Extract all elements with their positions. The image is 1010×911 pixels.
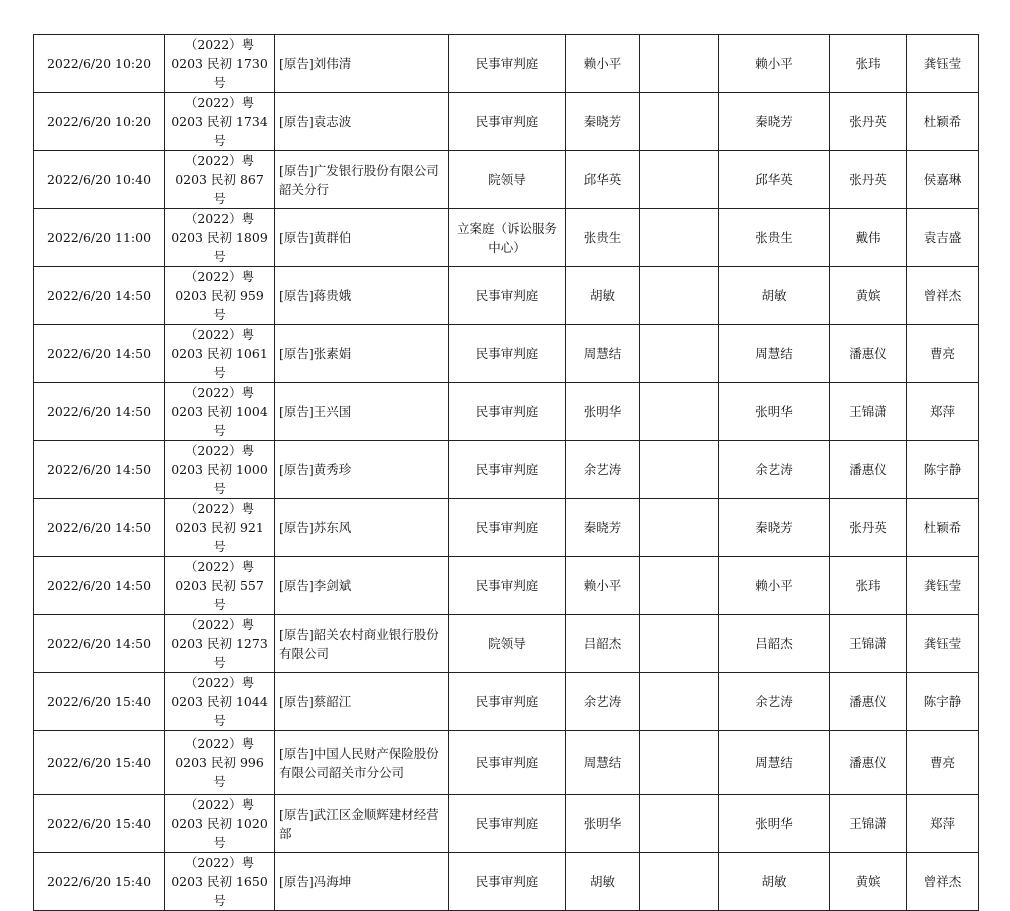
hearing-time-cell: 2022/6/20 15:40	[34, 795, 165, 853]
table-row	[34, 267, 979, 325]
blank-cell	[640, 93, 719, 151]
hearing-time-cell: 2022/6/20 15:40	[34, 673, 165, 731]
table-row	[34, 615, 979, 673]
blank-cell	[640, 325, 719, 383]
department-cell: 民事审判庭	[449, 853, 566, 911]
clerk-cell: 王锦潇	[830, 615, 907, 673]
presiding-judge-cell: 余艺涛	[719, 441, 830, 499]
case-number-cell: （2022）粤 0203 民初 959 号	[165, 267, 275, 325]
table-body	[34, 35, 979, 911]
blank-cell	[640, 795, 719, 853]
case-number-cell: （2022）粤 0203 民初 557 号	[165, 557, 275, 615]
blank-cell	[640, 557, 719, 615]
blank-cell	[640, 151, 719, 209]
presiding-judge-cell: 胡敏	[719, 267, 830, 325]
presiding-judge-cell: 张明华	[719, 383, 830, 441]
assistant-cell: 郑萍	[907, 383, 979, 441]
hearing-time-cell: 2022/6/20 14:50	[34, 325, 165, 383]
case-number-cell: （2022）粤 0203 民初 1734 号	[165, 93, 275, 151]
table-row	[34, 441, 979, 499]
case-number-cell: （2022）粤 0203 民初 921 号	[165, 499, 275, 557]
assistant-cell: 曹亮	[907, 325, 979, 383]
department-cell: 院领导	[449, 151, 566, 209]
hearing-time-cell: 2022/6/20 14:50	[34, 557, 165, 615]
assistant-cell: 杜颖希	[907, 499, 979, 557]
presiding-judge-cell: 秦晓芳	[719, 93, 830, 151]
presiding-judge-cell: 余艺涛	[719, 673, 830, 731]
clerk-cell: 王锦潇	[830, 383, 907, 441]
hearing-time-cell: 2022/6/20 11:00	[34, 209, 165, 267]
presiding-judge-cell: 张明华	[719, 795, 830, 853]
blank-cell	[640, 731, 719, 795]
party-cell: [原告]蔡韶江	[275, 673, 449, 731]
department-cell: 民事审判庭	[449, 383, 566, 441]
judge-cell: 赖小平	[566, 35, 640, 93]
case-number-cell: （2022）粤 0203 民初 867 号	[165, 151, 275, 209]
clerk-cell: 张玮	[830, 557, 907, 615]
party-cell: [原告]冯海坤	[275, 853, 449, 911]
hearing-schedule-table	[33, 34, 979, 911]
presiding-judge-cell: 赖小平	[719, 557, 830, 615]
clerk-cell: 张丹英	[830, 93, 907, 151]
assistant-cell: 陈宇静	[907, 673, 979, 731]
department-cell: 民事审判庭	[449, 731, 566, 795]
clerk-cell: 张丹英	[830, 499, 907, 557]
party-cell: [原告]武江区金顺辉建材经营部	[275, 795, 449, 853]
party-cell: [原告]刘伟清	[275, 35, 449, 93]
hearing-time-cell: 2022/6/20 15:40	[34, 853, 165, 911]
table-row	[34, 209, 979, 267]
table-row	[34, 151, 979, 209]
blank-cell	[640, 383, 719, 441]
assistant-cell: 杜颖希	[907, 93, 979, 151]
judge-cell: 秦晓芳	[566, 499, 640, 557]
judge-cell: 余艺涛	[566, 673, 640, 731]
clerk-cell: 王锦潇	[830, 795, 907, 853]
department-cell: 民事审判庭	[449, 441, 566, 499]
clerk-cell: 张丹英	[830, 151, 907, 209]
assistant-cell: 曹亮	[907, 731, 979, 795]
presiding-judge-cell: 赖小平	[719, 35, 830, 93]
assistant-cell: 曾祥杰	[907, 853, 979, 911]
assistant-cell: 曾祥杰	[907, 267, 979, 325]
assistant-cell: 侯嘉琳	[907, 151, 979, 209]
hearing-time-cell: 2022/6/20 14:50	[34, 267, 165, 325]
party-cell: [原告]黄群伯	[275, 209, 449, 267]
judge-cell: 赖小平	[566, 557, 640, 615]
case-number-cell: （2022）粤 0203 民初 1004 号	[165, 383, 275, 441]
party-cell: [原告]黄秀珍	[275, 441, 449, 499]
presiding-judge-cell: 秦晓芳	[719, 499, 830, 557]
hearing-time-cell: 2022/6/20 10:20	[34, 35, 165, 93]
judge-cell: 张明华	[566, 383, 640, 441]
case-number-cell: （2022）粤 0203 民初 1020 号	[165, 795, 275, 853]
presiding-judge-cell: 周慧结	[719, 325, 830, 383]
presiding-judge-cell: 胡敏	[719, 853, 830, 911]
hearing-time-cell: 2022/6/20 14:50	[34, 499, 165, 557]
blank-cell	[640, 499, 719, 557]
party-cell: [原告]李剑斌	[275, 557, 449, 615]
assistant-cell: 郑萍	[907, 795, 979, 853]
judge-cell: 胡敏	[566, 853, 640, 911]
case-number-cell: （2022）粤 0203 民初 1061 号	[165, 325, 275, 383]
blank-cell	[640, 853, 719, 911]
presiding-judge-cell: 周慧结	[719, 731, 830, 795]
party-cell: [原告]韶关农村商业银行股份有限公司	[275, 615, 449, 673]
clerk-cell: 黄嫔	[830, 853, 907, 911]
department-cell: 民事审判庭	[449, 557, 566, 615]
department-cell: 民事审判庭	[449, 499, 566, 557]
table-row	[34, 853, 979, 911]
blank-cell	[640, 209, 719, 267]
clerk-cell: 黄嫔	[830, 267, 907, 325]
blank-cell	[640, 267, 719, 325]
case-number-cell: （2022）粤 0203 民初 1000 号	[165, 441, 275, 499]
department-cell: 民事审判庭	[449, 93, 566, 151]
presiding-judge-cell: 张贵生	[719, 209, 830, 267]
table-row	[34, 557, 979, 615]
hearing-time-cell: 2022/6/20 10:20	[34, 93, 165, 151]
table-row	[34, 325, 979, 383]
blank-cell	[640, 35, 719, 93]
clerk-cell: 潘惠仪	[830, 441, 907, 499]
case-number-cell: （2022）粤 0203 民初 1809 号	[165, 209, 275, 267]
hearing-time-cell: 2022/6/20 10:40	[34, 151, 165, 209]
judge-cell: 周慧结	[566, 325, 640, 383]
department-cell: 民事审判庭	[449, 673, 566, 731]
judge-cell: 秦晓芳	[566, 93, 640, 151]
hearing-time-cell: 2022/6/20 14:50	[34, 615, 165, 673]
case-number-cell: （2022）粤 0203 民初 1044 号	[165, 673, 275, 731]
department-cell: 民事审判庭	[449, 795, 566, 853]
assistant-cell: 龚钰莹	[907, 557, 979, 615]
party-cell: [原告]张素娟	[275, 325, 449, 383]
table-row	[34, 93, 979, 151]
judge-cell: 余艺涛	[566, 441, 640, 499]
clerk-cell: 潘惠仪	[830, 325, 907, 383]
clerk-cell: 潘惠仪	[830, 731, 907, 795]
department-cell: 民事审判庭	[449, 267, 566, 325]
assistant-cell: 龚钰莹	[907, 35, 979, 93]
party-cell: [原告]广发银行股份有限公司韶关分行	[275, 151, 449, 209]
department-cell: 立案庭（诉讼服务中心）	[449, 209, 566, 267]
presiding-judge-cell: 邱华英	[719, 151, 830, 209]
party-cell: [原告]袁志波	[275, 93, 449, 151]
table-row	[34, 731, 979, 795]
clerk-cell: 张玮	[830, 35, 907, 93]
party-cell: [原告]中国人民财产保险股份有限公司韶关市分公司	[275, 731, 449, 795]
judge-cell: 张贵生	[566, 209, 640, 267]
blank-cell	[640, 441, 719, 499]
hearing-time-cell: 2022/6/20 15:40	[34, 731, 165, 795]
department-cell: 民事审判庭	[449, 325, 566, 383]
table-row	[34, 499, 979, 557]
party-cell: [原告]蒋贵娥	[275, 267, 449, 325]
judge-cell: 周慧结	[566, 731, 640, 795]
case-number-cell: （2022）粤 0203 民初 1730 号	[165, 35, 275, 93]
table-row	[34, 795, 979, 853]
case-number-cell: （2022）粤 0203 民初 1273 号	[165, 615, 275, 673]
case-number-cell: （2022）粤 0203 民初 996 号	[165, 731, 275, 795]
table-row	[34, 673, 979, 731]
department-cell: 院领导	[449, 615, 566, 673]
judge-cell: 胡敏	[566, 267, 640, 325]
blank-cell	[640, 673, 719, 731]
clerk-cell: 潘惠仪	[830, 673, 907, 731]
blank-cell	[640, 615, 719, 673]
judge-cell: 吕韶杰	[566, 615, 640, 673]
hearing-time-cell: 2022/6/20 14:50	[34, 383, 165, 441]
assistant-cell: 龚钰莹	[907, 615, 979, 673]
assistant-cell: 陈宇静	[907, 441, 979, 499]
party-cell: [原告]苏东风	[275, 499, 449, 557]
table-row	[34, 383, 979, 441]
judge-cell: 邱华英	[566, 151, 640, 209]
presiding-judge-cell: 吕韶杰	[719, 615, 830, 673]
clerk-cell: 戴伟	[830, 209, 907, 267]
assistant-cell: 袁吉盛	[907, 209, 979, 267]
hearing-time-cell: 2022/6/20 14:50	[34, 441, 165, 499]
party-cell: [原告]王兴国	[275, 383, 449, 441]
table-row	[34, 35, 979, 93]
department-cell: 民事审判庭	[449, 35, 566, 93]
judge-cell: 张明华	[566, 795, 640, 853]
case-number-cell: （2022）粤 0203 民初 1650 号	[165, 853, 275, 911]
